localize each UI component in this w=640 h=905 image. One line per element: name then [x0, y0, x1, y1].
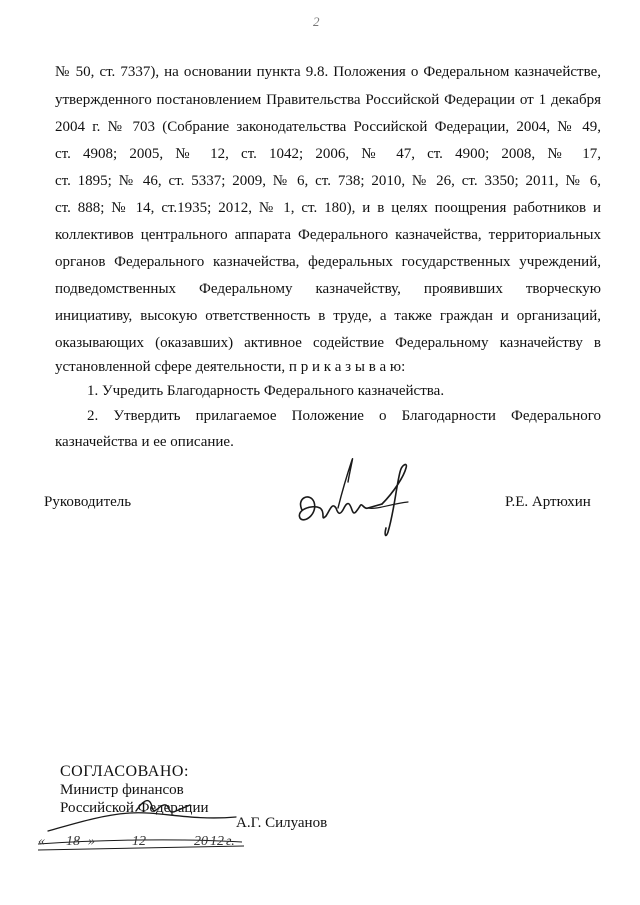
date-month: 12 [132, 834, 146, 849]
body-line: утвержденного постановлением Правительства Российской Федерации от 1 декабря [55, 92, 601, 108]
body-line: коллективов центрального аппарата Федерального казначейства, территориальных [55, 227, 601, 243]
body-line: № 50, ст. 7337), на основании пункта 9.8. Положения о Федеральном казначействе, [55, 64, 601, 80]
body-line: инициативу, высокую ответственность в труде, а также граждан и организаций, [55, 308, 601, 324]
page-number: 2 [313, 14, 320, 29]
signer-role: Руководитель [44, 494, 132, 510]
date-day: 18 [66, 834, 80, 849]
signer-name: Р.Е. Артюхин [505, 494, 591, 510]
date-quote-close: » [88, 834, 95, 849]
date-year-suffix: 12 [210, 834, 224, 849]
body-line: подведомственных Федеральному казначейству, проявивших творческую [55, 281, 601, 297]
body-line: 2004 г. № 703 (Собрание законодательства Российской Федерации, 2004, № 49, [55, 119, 601, 135]
approval-heading: СОГЛАСОВАНО: [60, 763, 189, 780]
body-line: ст. 4908; 2005, № 12, ст. 1042; 2006, № 47, ст. 4900; 2008, № 17, [55, 146, 601, 162]
date-year-prefix: 20 [194, 834, 208, 849]
body-line: оказывающих (оказавших) активное содействие Федеральному казначейству в [55, 335, 601, 351]
body-line: органов Федерального казначейства, федеральных государственных учреждений, [55, 254, 601, 270]
approval-position: Министр финансов [60, 782, 184, 798]
date-year-unit: г. [226, 834, 235, 849]
body-line: ст. 888; № 14, ст.1935; 2012, № 1, ст. 180), и в целях поощрения работников и [55, 200, 601, 216]
signature-artyukhin [290, 452, 425, 542]
body-line: установленной сфере деятельности, п р и к а з ы в а ю: [55, 359, 406, 375]
order-item-2: 2. Утвердить прилагаемое Положение о Благодарности Федерального [87, 408, 601, 424]
order-item-1: 1. Учредить Благодарность Федерального казначейства. [87, 383, 445, 399]
date-quote-open: « [38, 834, 45, 849]
approval-name: А.Г. Силуанов [236, 815, 328, 831]
approval-organization: Российской Федерации [60, 800, 209, 816]
order-item-2-continued: казначейства и ее описание. [55, 434, 234, 450]
body-line: ст. 1895; № 46, ст. 5337; 2009, № 6, ст. 738; 2010, № 26, ст. 3350; 2011, № 6, [55, 173, 601, 189]
